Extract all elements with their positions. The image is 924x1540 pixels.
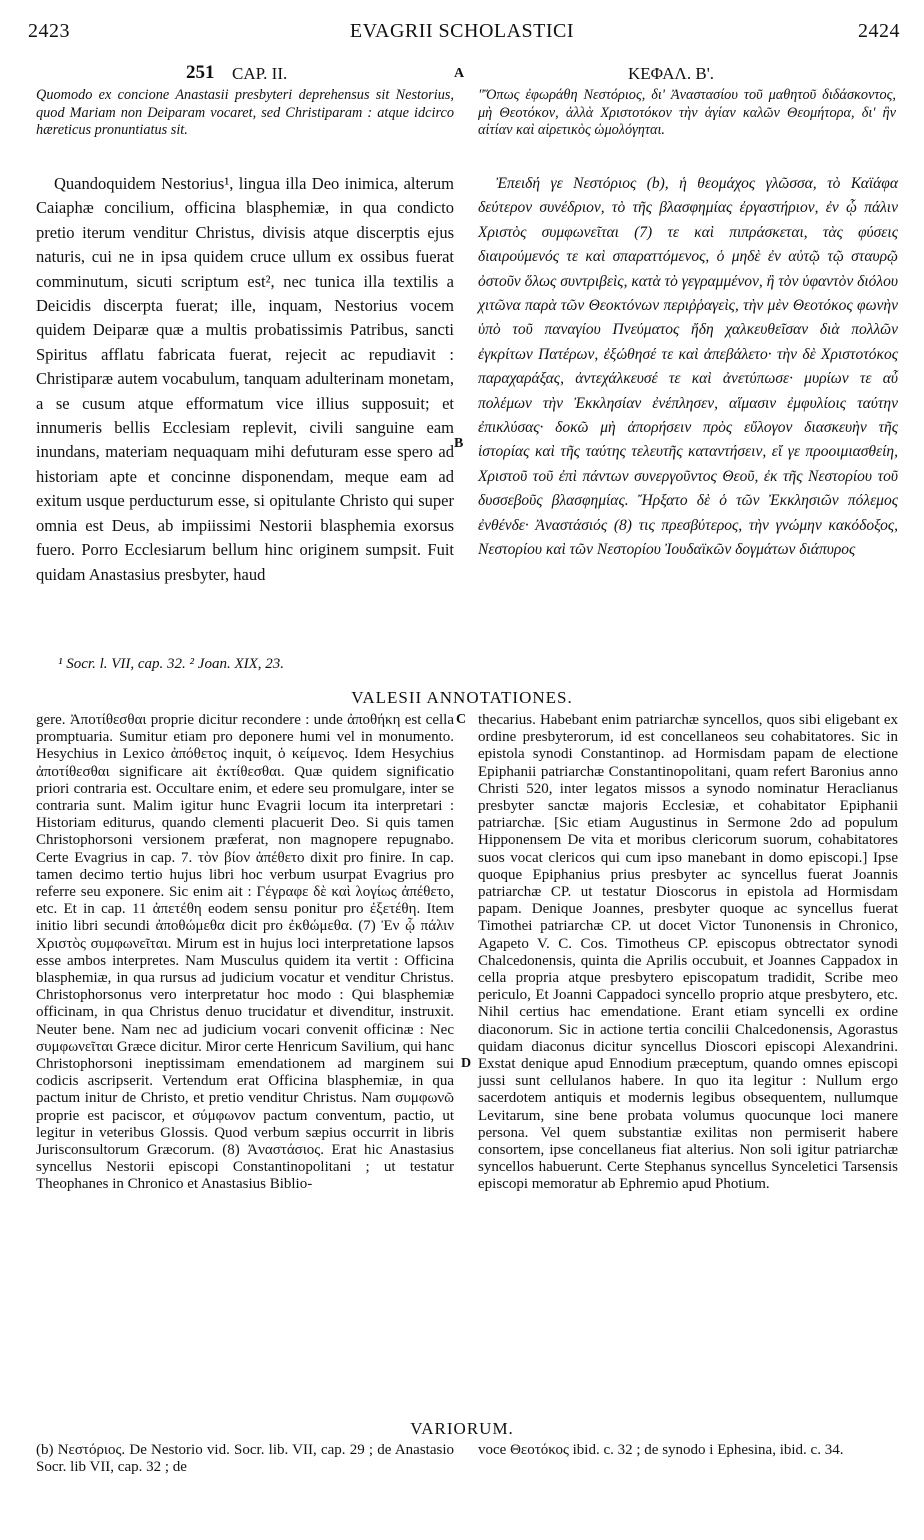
greek-main-text: Ἐπειδή γε Νεστόριος (b), ἡ θεομάχος γλῶσσα, τὸ Καϊάφα δεύτερον συνέδριον, τὸ τῆς βλασφημίας ἐργαστήριον, ἐν ᾧ πάλιν Χριστὸς συμφωνεῖται (7) τε καὶ πιπράσκεται, τὰς φύσεις διαιρούμενός τε καὶ σπαραττόμενος, ὁ μηδὲ ἐν αὐτῷ τῷ σταυρῷ ὀστοῦν ὅλως συντριβεὶς, κατὰ τὸ γεγραμμένον, ἢ τὸν ὑφαντὸν διόλου χιτῶνα παρὰ τῶν Θεοκτόνων περιῤῥαγεὶς, τὴν μὲν Θεοτόκος φωνὴν ὑπὸ τοῦ παναγίου Πνεύματος ἤδη χαλκευθεῖσαν διὰ πολλῶν ἐγκρίτων Πατέρων, ἐξώθησέ τε καὶ ἀπεβάλετο· τὴν δὲ Χριστοτόκος παραχαράξας, ἀντεχάλκευσέ τε καὶ ἀνετύπωσε· μυρίων τε αὖ πολέμων τὴν Ἐκκλησίαν ἐνέπλησεν, αἵμασιν ἐμφυλίοις ταύτην ἐπικλύσας· δοκῶ μὴ ἀπορήσειν πρὸς εὔλογον διασκευὴν τῆς ἱστορίας καὶ τῆς ταύτης τελευτῆς καταντήσειν, εἴ γε προοιμιασθείη, Χριστοῦ τοῦ ἐπὶ πάντων συνεργοῦντος Θεοῦ, ἐκ τῆς Νεστορίου τοῦ δυσσεβοῦς βλασφημίας. Ἤρξατο δὲ ὁ τῶν Ἐκκλησιῶν πόλεμος ἐνθένδε· Ἀναστάσιός (8) τις πρεσβύτερος, τὴν γνώμην κακόδοξος, Νεστορίου καὶ τῶν Νεστορίου Ἰουδαϊκῶν δογμάτων διάπυρος (478, 175, 898, 559)
greek-chapter-heading: ΚΕΦΑΛ. Β'. (628, 64, 715, 83)
page-number-left: 2423 (28, 20, 70, 42)
valesii-annotations-left: gere. Ἀποτίθεσθαι proprie dicitur recondere : unde ἀποθήκη est cella promptuaria. Sumitur etiam pro deponere humi vel in monumento. Hesychius in Lexico ἀπόθετος inquit, ὁ κείμενος. Idem Hesychius ἀποτίθεσθαι significare ait ἐκτίθεσθαι. Quæ quidem significatio priori contraria est. Occultare enim, et edere seu promulgare, inter se contraria sunt. Malim igitur hunc Evagrii locum ita interpretari : Historiam editurus, quando clementi placuerit Deo. Si quis tamen Christophorsoni versionem præferat, non magnopere repugnabo. Certe Evagrius in cap. 7. τὸν βίον ἀπέθετο dixit pro finire. In cap. tamen decimo tertio hujus libri hoc verbum usurpat Evagrius pro referre seu exponere. Sic enim ait : Γέγραφε δὲ καὶ λογίως ἀπέθετο, etc. Et in cap. 11 ἀπετέθη eodem sensu ponitur pro ἐξετέθη. Item initio libri secundi ἀποθώμεθα dicit pro ἐκθώμεθα. (7) Ἐν ᾧ πάλιν Χριστὸς συμφωνεῖται. Mirum est in hujus loci interpretatione lapsos esse ambos interpretes. Nam Musculus quidem ita vertit : Officina blasphemiæ, in qua rursus ad judicium vocatur et venditur Christus. Christophorsonus vero interpretatur hoc modo : Qui blasphemiæ officinam, in qua Christus denuo trucidatur et divenditur, instruxit. Neuter bene. Nam nec ad judicium vocari convenit officinæ : Nec συμφωνεῖται Græce dicitur. Miror certe Henricum Savilium, qui hanc Christophorsoni ineptissimam emendationem ad marginem sui codicis ascripserit. Vertendum erat Officina blasphemiæ, in qua pactum initur de Christo, et pretio venditur Christus. Nam συμφωνῶ proprie est paciscor, et σύμφωνον pactum conventum, pactio, ut legitur in veteribus Glossis. Quod verbum sæpius occurrit in libris Jurisconsultorum Græcorum. (8) Ἀναστάσιος. Erat hic Anastasius syncellus Nestorii episcopi Constantinopolitani ; ut testatur Theophanes in Chronico et Anastasius Biblio- (36, 712, 454, 1193)
margin-letter-b: B (454, 436, 464, 451)
valesii-annotations-right: thecarius. Habebant enim patriarchæ syncellos, quos sibi eligebant ex ordine presbyterorum, id est concellaneos seu cohabitatores. Sic in epistola synodi Constantinop. ad Hormisdam papam de electione Epiphanii patriarchæ Constantinopolitani, quam refert Baronius anno Christi 520, inter legatos missos a synodo nominatur Heraclianus presbyter sanctæ majoris Ecclesiæ, et cohabitator Epiphanii patriarchæ. [Sic etiam Augustinus in Sermone 2do ad populum Hipponensem De vita et moribus clericorum suorum, cohabitatores suos vocat clericos qui cum ipso manebant in domo episcopi.] Ipse quoque Epiphanius prius presbyter ac syncellus fuerat Joannis patriarchæ CP. ut testatur Dioscorus in epistola ad Hormisdam papam. Denique Joannes, presbyter quoque ac syncellus fuerat Timothei patriarchæ CP. ut docet Victor Tunonensis in Chronico, Agapeto V. C. Cos. Timotheus CP. episcopus obtrectator synodi Chalcedonensis, quinta die Aprilis occubuit, et Joannes Cappadox in cella propria atque presbytero episcopatum tradidit, Scribe meo periculo, Et Joanni Cappadoci syncello proprio atque presbytero, etc. Nihil certius hac emendatione. Erant etiam syncelli ex ordine diaconorum. Sic in actione tertia concilii Chalcedonensis, Agorastus quidam diaconus dicitur syncellus Dioscori episcopi Alexandrini. Exstat denique apud Ennodium præceptum, quando omnes episcopi jussi sunt cellulanos habere. In quo ita legitur : Nullum ergo sacerdotem antiquis et modernis legibus obsequentem, nullumque Levitarum, sine bene probata volumus quocunque loci manere persona. Vel quem substantiæ exilitas non permiserit habere consortem, ipse concellaneus fiat alterius. Non soli igitur patriarchæ syncellos habuerunt. Certe Stephanus syncellus Synceletici Tarsensis episcopi memoratur ab Ephremio apud Photium. (478, 712, 898, 1193)
margin-letter-c: C (456, 712, 467, 727)
running-title: EVAGRII SCHOLASTICI (349, 20, 575, 42)
footnotes: ¹ Socr. l. VII, cap. 32. ² Joan. XIX, 23. (58, 656, 285, 672)
variorum-notes-left: (b) Νεστόριος. De Nestorio vid. Socr. lib. VII, cap. 29 ; de Anastasio Socr. lib VII, cap. 32 ; de (36, 1442, 454, 1476)
greek-chapter-summary: "Ὅπως ἐφωράθη Νεστόριος, δι' Ἀναστασίου τοῦ μαθητοῦ διδάσκοντος, μὴ Θεοτόκον, ἀλλὰ Χριστοτόκον τὴν ἁγίαν καλῶν Θεομήτορα, δι' ἣν αἰτίαν καὶ αἱρετικὸς ὡμολόγηται. (478, 87, 896, 139)
latin-chapter-heading: CAP. II. (232, 64, 288, 83)
variorum-heading: VARIORUM. (410, 1419, 514, 1438)
valesii-heading: VALESII ANNOTATIONES. (351, 688, 573, 707)
variorum-notes-right: voce Θεοτόκος ibid. c. 32 ; de synodo i Ephesina, ibid. c. 34. (478, 1442, 844, 1458)
margin-letter-a: A (454, 66, 465, 81)
page-number-right: 2424 (858, 20, 900, 42)
latin-chapter-summary: Quomodo ex concione Anastasii presbyteri deprehensus sit Nestorius, quod Mariam non Deiparam vocaret, sed Christiparam : atque idcirco hæreticus pronuntiatus sit. (36, 87, 454, 139)
chapter-number: 251 (186, 62, 215, 83)
latin-main-text: Quandoquidem Nestorius¹, lingua illa Deo inimica, alterum Caiaphæ concilium, officina blasphemiæ, in qua condicto pretio iterum venditur Christus, divisis atque discerptis ejus naturis, cui ne in ipsa quidem cruce ullum ex ossibus fuerat comminutum, sicuti scriptum est², nec tunica illa textilis a Deicidis discerpta fuerat; ille, inquam, Nestorius vocem quidem Deiparæ quæ a multis probatissimis Patribus, sancti Spiritus afflatu fabricata fuerat, rejecit ac repudiavit : Christiparæ autem vocabulum, tanquam adulterinam monetam, a se cusum atque efformatum vice illius supposuit; et innumeris bellis Ecclesiam replevit, civili sanguine eam inundans, materiam nequaquam mihi defuturam esse spero ad historiam apte et concinne disponendam, meque eam ad exitum usque perducturum esse, si opitulante Christo qui super omnia est Deus, ab impiissimi Nestorii blasphemia exorsus fuero. Porro Ecclesiarum bellum hinc originem sumpsit. Fuit quidam Anastasius presbyter, haud (36, 174, 454, 584)
margin-letter-d: D (461, 1056, 472, 1071)
